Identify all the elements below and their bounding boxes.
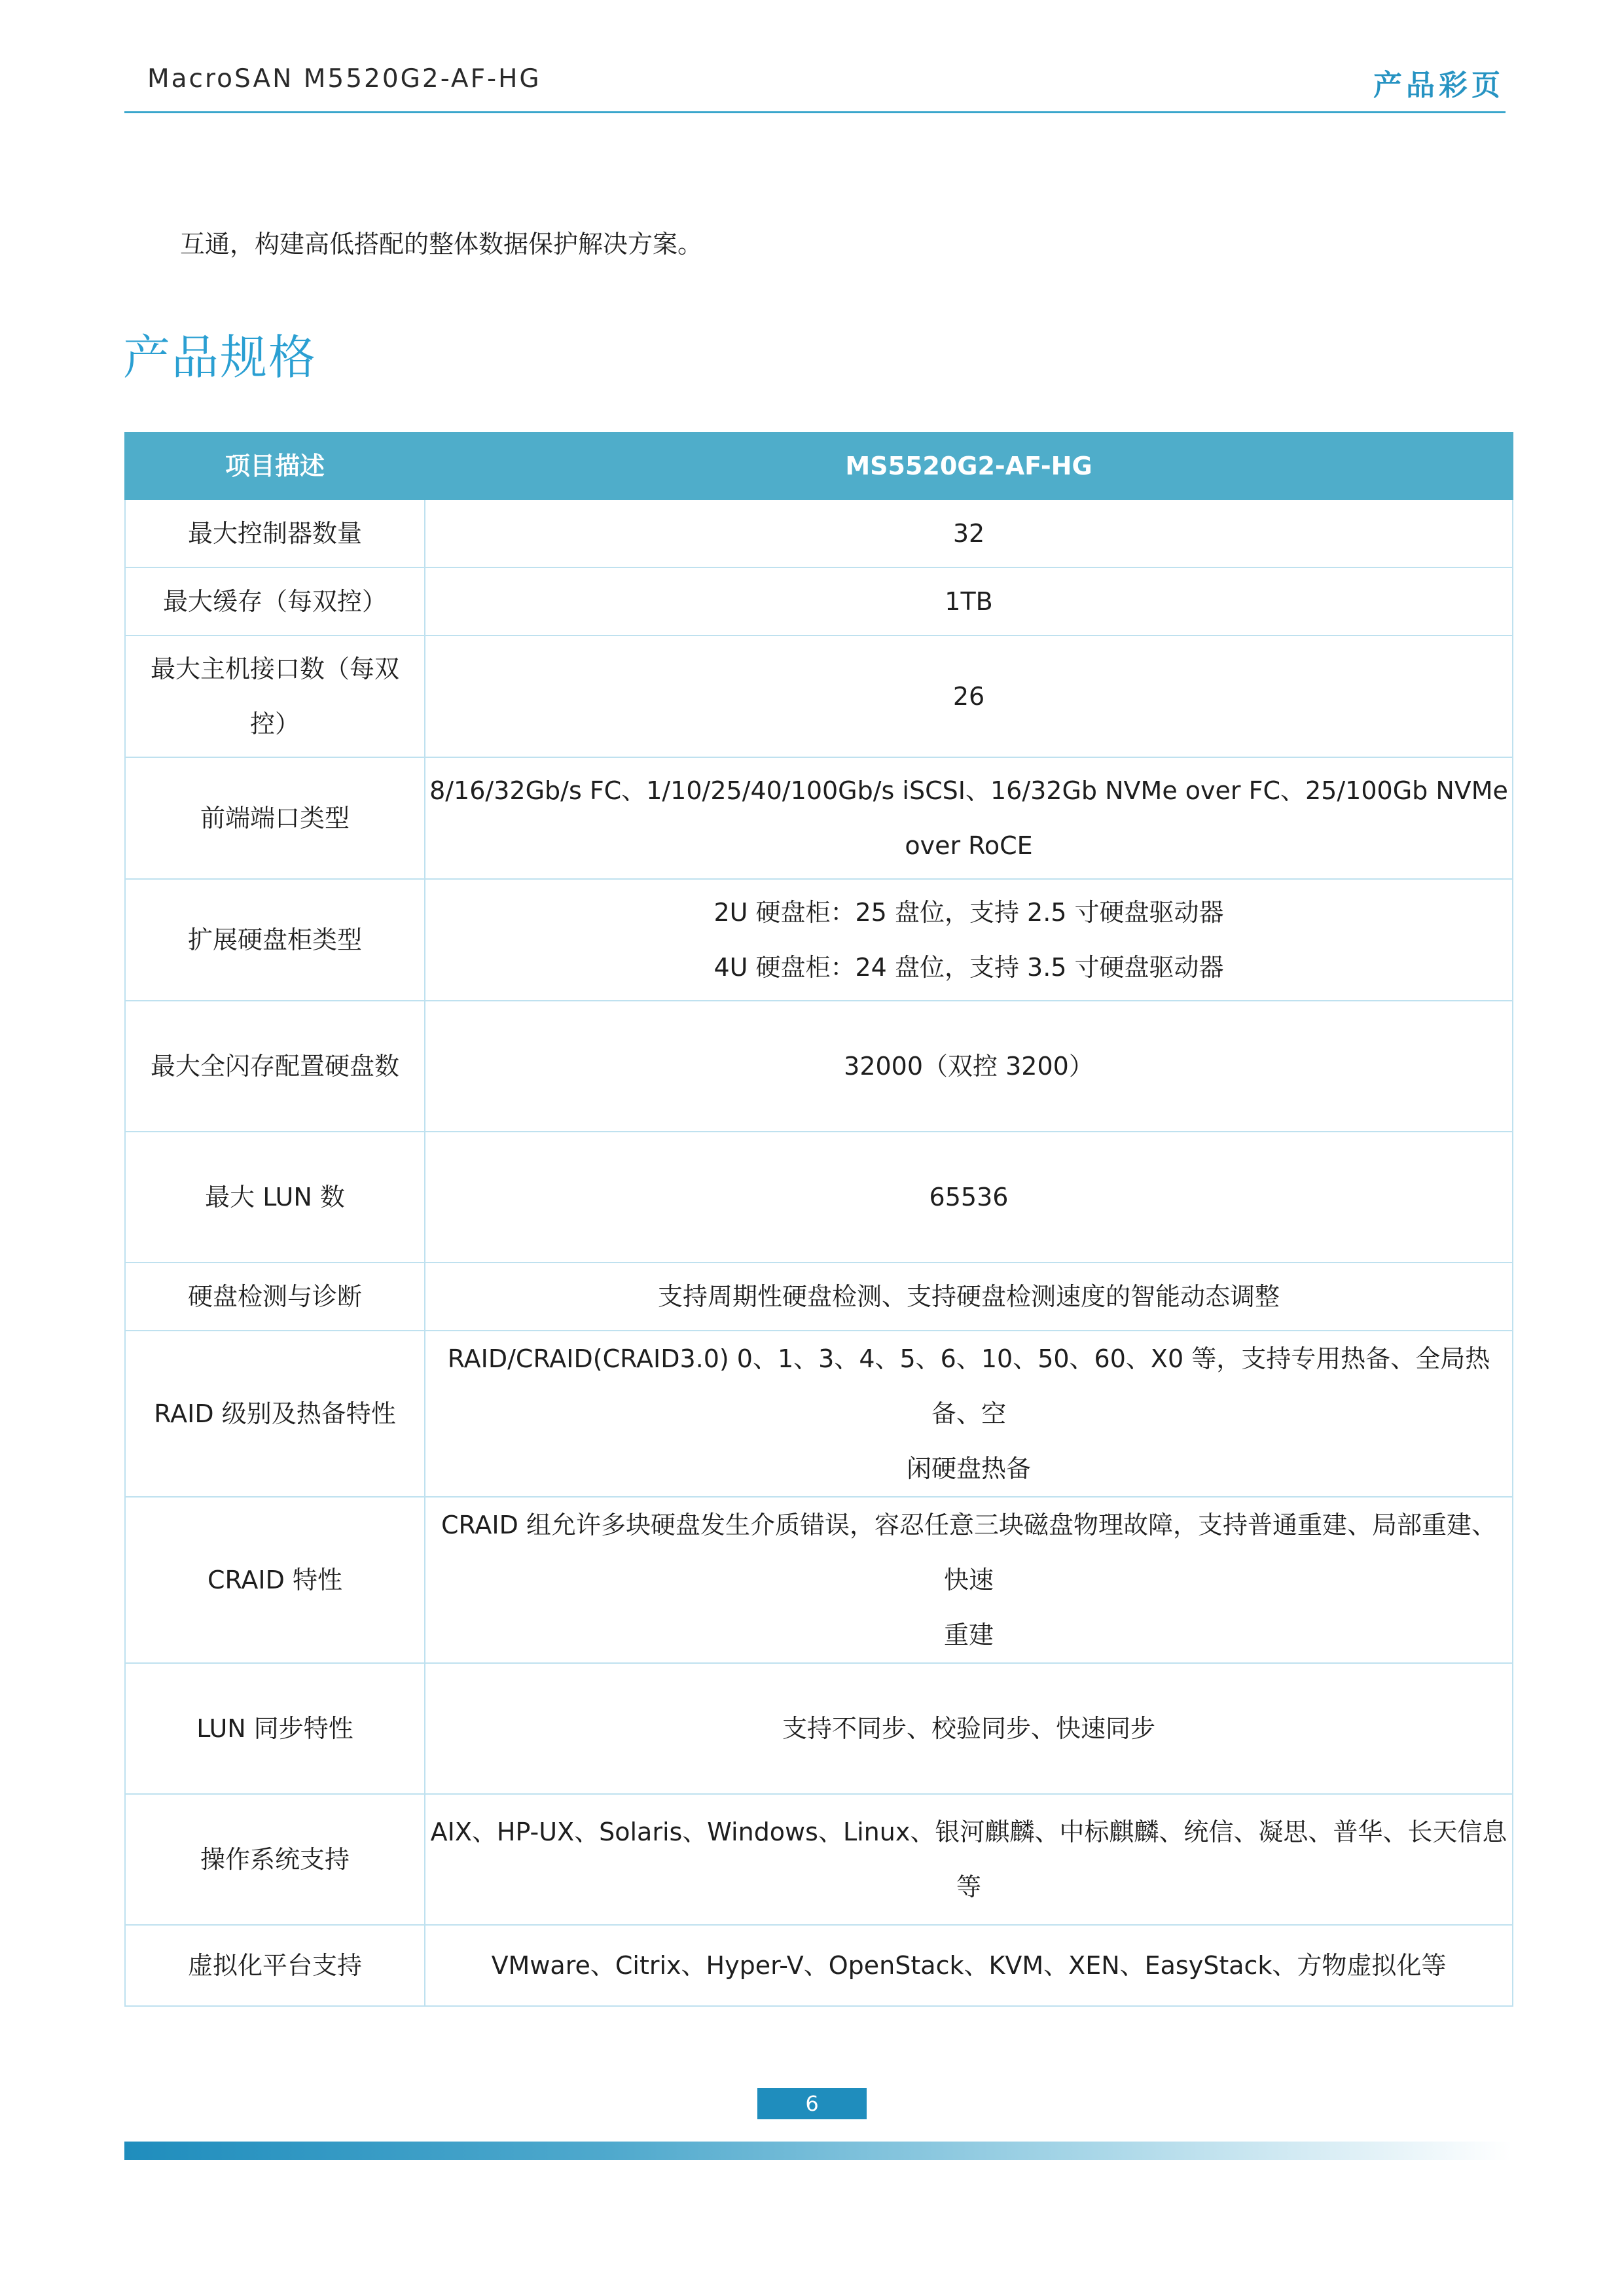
spec-value-cell bbox=[425, 1263, 1513, 1331]
spec-table-header-row bbox=[125, 433, 1513, 499]
spec-value-cell bbox=[425, 567, 1513, 636]
column-header-item: 项目描述 bbox=[125, 433, 425, 499]
spec-value-cell bbox=[425, 1497, 1513, 1663]
spec-label-cell bbox=[125, 879, 425, 1001]
spec-label-cell bbox=[125, 499, 425, 567]
spec-value-text: over RoCE bbox=[905, 831, 1033, 860]
spec-label-text: 最大 LUN 数 bbox=[205, 1183, 345, 1211]
spec-value-cell bbox=[425, 1794, 1513, 1925]
spec-label-text: 控） bbox=[249, 709, 300, 738]
spec-label-text: 扩展硬盘柜类型 bbox=[187, 925, 362, 954]
spec-table bbox=[124, 432, 1513, 2007]
spec-value-cell bbox=[425, 1132, 1513, 1263]
spec-value-cell bbox=[425, 1001, 1513, 1132]
table-row bbox=[125, 1925, 1513, 2006]
spec-value-cell bbox=[425, 636, 1513, 757]
spec-label-cell bbox=[125, 1132, 425, 1263]
spec-label-cell bbox=[125, 567, 425, 636]
spec-label-text: 最大全闪存配置硬盘数 bbox=[150, 1052, 399, 1081]
spec-value-cell bbox=[425, 499, 1513, 567]
table-row bbox=[125, 1263, 1513, 1331]
footer-gradient-bar bbox=[124, 2142, 1512, 2160]
spec-label-cell bbox=[125, 757, 425, 879]
spec-value-cell bbox=[425, 1925, 1513, 2006]
spec-label-text: CRAID 特性 bbox=[208, 1566, 342, 1594]
column-header-model: MS5520G2-AF-HG bbox=[425, 433, 1513, 499]
spec-label-text: 最大主机接口数（每双 bbox=[150, 655, 399, 683]
intro-paragraph: 互通，构建高低搭配的整体数据保护解决方案。 bbox=[180, 230, 703, 259]
spec-value-text: 支持周期性硬盘检测、支持硬盘检测速度的智能动态调整 bbox=[657, 1282, 1280, 1311]
table-row bbox=[125, 1497, 1513, 1663]
spec-value-cell bbox=[425, 757, 1513, 879]
spec-value-cell bbox=[425, 1331, 1513, 1497]
spec-table-body bbox=[125, 499, 1513, 2006]
spec-label-text: LUN 同步特性 bbox=[196, 1714, 353, 1743]
page-number: 6 bbox=[757, 2088, 867, 2119]
section-title: 产品规格 bbox=[123, 330, 317, 385]
spec-value-text: 26 bbox=[952, 682, 985, 711]
table-row bbox=[125, 1331, 1513, 1497]
spec-value-text: 32 bbox=[952, 519, 985, 548]
spec-label-cell bbox=[125, 1001, 425, 1132]
spec-value-text: 闲硬盘热备 bbox=[906, 1454, 1031, 1483]
spec-value-text: 8/16/32Gb/s FC、1/10/25/40/100Gb/s iSCSI、16/32Gb NVMe over FC、25/100Gb NVMe bbox=[429, 776, 1508, 805]
table-row bbox=[125, 1001, 1513, 1132]
table-row bbox=[125, 499, 1513, 567]
spec-value-text: RAID/CRAID(CRAID3.0) 0、1、3、4、5、6、10、50、60、X0 等，支持专用热备、全局热备、空 bbox=[447, 1344, 1490, 1428]
spec-label-cell bbox=[125, 636, 425, 757]
table-row bbox=[125, 1132, 1513, 1263]
table-row bbox=[125, 567, 1513, 636]
spec-value-text: CRAID 组允许多块硬盘发生介质错误，容忍任意三块磁盘物理故障，支持普通重建、局部重建、快速 bbox=[441, 1511, 1496, 1594]
spec-label-cell bbox=[125, 1263, 425, 1331]
spec-label-text: RAID 级别及热备特性 bbox=[154, 1399, 396, 1428]
spec-value-text: 4U 硬盘柜：24 盘位，支持 3.5 寸硬盘驱动器 bbox=[713, 953, 1224, 982]
spec-table-header bbox=[125, 433, 1513, 499]
table-row bbox=[125, 1794, 1513, 1925]
document-section-label: 产品彩页 bbox=[1373, 69, 1504, 102]
header-divider bbox=[124, 111, 1506, 113]
spec-value-cell bbox=[425, 1663, 1513, 1794]
spec-label-text: 前端端口类型 bbox=[200, 804, 350, 833]
spec-label-cell bbox=[125, 1925, 425, 2006]
table-row bbox=[125, 757, 1513, 879]
table-row bbox=[125, 1663, 1513, 1794]
spec-value-text: AIX、HP-UX、Solaris、Windows、Linux、银河麒麟、中标麒麟、统信、凝思、普华、长天信息等 bbox=[430, 1818, 1507, 1901]
table-row bbox=[125, 879, 1513, 1001]
spec-value-text: 65536 bbox=[929, 1183, 1009, 1211]
document-product-name: MacroSAN M5520G2-AF-HG bbox=[147, 64, 541, 94]
spec-label-text: 操作系统支持 bbox=[200, 1845, 350, 1874]
spec-value-text: 1TB bbox=[945, 587, 993, 616]
table-row bbox=[125, 636, 1513, 757]
spec-value-text: 重建 bbox=[943, 1621, 994, 1649]
spec-label-text: 硬盘检测与诊断 bbox=[187, 1282, 362, 1311]
spec-label-cell bbox=[125, 1663, 425, 1794]
spec-value-text: 32000（双控 3200） bbox=[844, 1052, 1094, 1081]
spec-label-cell bbox=[125, 1497, 425, 1663]
spec-label-cell bbox=[125, 1794, 425, 1925]
spec-value-text: 支持不同步、校验同步、快速同步 bbox=[782, 1714, 1155, 1743]
spec-label-cell bbox=[125, 1331, 425, 1497]
spec-label-text: 虚拟化平台支持 bbox=[187, 1951, 362, 1980]
spec-label-text: 最大控制器数量 bbox=[187, 519, 362, 548]
spec-value-cell bbox=[425, 879, 1513, 1001]
spec-value-text: 2U 硬盘柜：25 盘位，支持 2.5 寸硬盘驱动器 bbox=[713, 898, 1224, 927]
spec-value-text: VMware、Citrix、Hyper-V、OpenStack、KVM、XEN、EasyStack、方物虚拟化等 bbox=[491, 1951, 1447, 1980]
spec-label-text: 最大缓存（每双控） bbox=[162, 587, 387, 616]
